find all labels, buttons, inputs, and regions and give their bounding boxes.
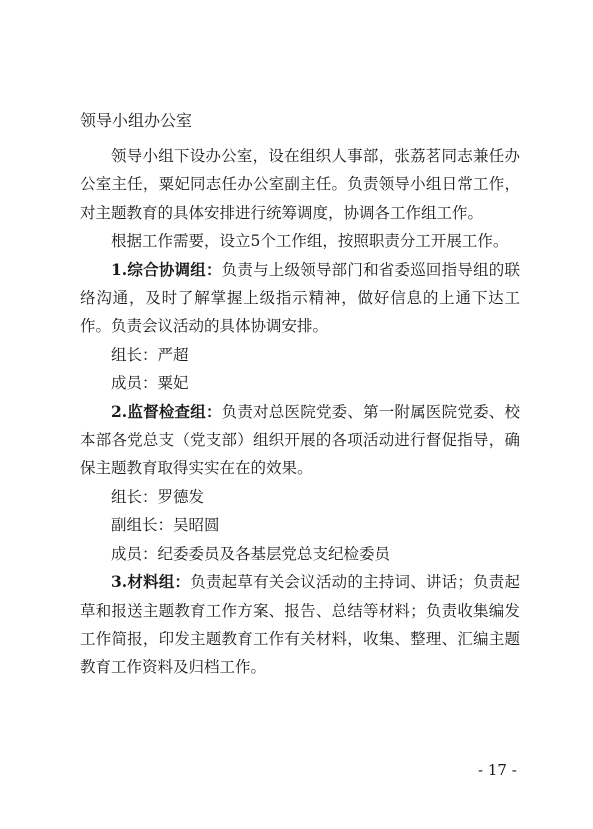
paragraph-text: 组长：罗德发 <box>111 487 205 506</box>
paragraph <box>80 341 520 369</box>
paragraph-text: 成员：纪委委员及各基层党总支纪检委员 <box>111 544 391 563</box>
paragraph <box>80 540 520 568</box>
paragraph-lead: 3.材料组： <box>111 572 191 592</box>
paragraph <box>80 369 520 397</box>
paragraph <box>80 256 520 341</box>
paragraph-text: 负责与上级领导部门和省委巡回指导组的联络沟通，及时了解掌握上级指示精神，做好信息的上通下达工作。负责会议活动的具体协调安排。 <box>80 260 520 336</box>
paragraph <box>80 227 520 255</box>
paragraph-text: 负责起草有关会议活动的主持词、讲话；负责起草和报送主题教育工作方案、报告、总结等材料；负责收集编发工作简报，印发主题教育工作有关材料，收集、整理、汇编主题教育工作资料及归档工作。 <box>80 573 520 677</box>
page-number: - 17 - <box>478 761 517 779</box>
paragraph <box>80 398 520 483</box>
paragraph-text: 领导小组下设办公室，设在组织人事部，张荔茗同志兼任办公室主任，粟妃同志任办公室副主任。负责领导小组日常工作，对主题教育的具体安排进行统筹调度，协调各工作组工作。 <box>80 147 520 222</box>
paragraph-lead: 2.监督检查组： <box>111 401 222 421</box>
paragraph-text: 成员：粟妃 <box>111 374 189 393</box>
paragraph-text: 组长：严超 <box>111 345 189 364</box>
paragraph-text: 根据工作需要，设立5个工作组，按照职责分工开展工作。 <box>111 232 509 251</box>
paragraph-lead: 1.综合协调组： <box>111 259 222 279</box>
section-heading: 领导小组办公室 <box>80 111 193 130</box>
paragraph <box>80 142 520 227</box>
paragraph <box>80 568 520 682</box>
paragraph-text: 副组长：吴昭圆 <box>111 516 220 535</box>
paragraph-text: 负责对总医院党委、第一附属医院党委、校本部各党总支（党支部）组织开展的各项活动进行督促指导，确保主题教育取得实实在在的效果。 <box>80 402 520 478</box>
paragraph <box>80 483 520 511</box>
paragraph <box>80 511 520 539</box>
body-text <box>80 142 520 682</box>
